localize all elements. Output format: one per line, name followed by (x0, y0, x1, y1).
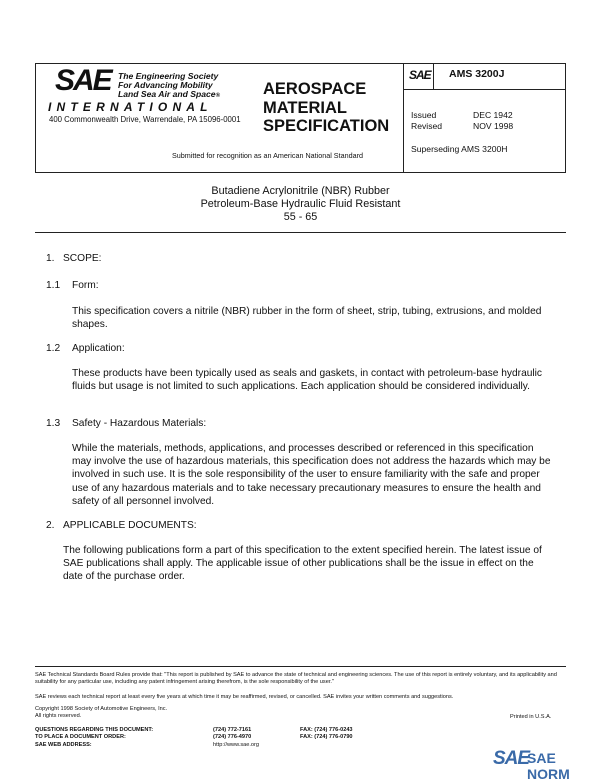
section-1-1-number: 1.1 (46, 280, 61, 291)
title-hardness: 55 - 65 (283, 211, 318, 223)
section-2-body: The following publications form a part of this specification to the extent specified herein. The latest issue of SAE publications shall apply. The applicable issue of other publications shall be the issue in effect on the date of the purchase order. (63, 545, 542, 583)
international-label: INTERNATIONAL (48, 100, 213, 114)
sae-small-logo: SAE (409, 68, 431, 82)
title-resistance: Petroleum-Base Hydraulic Fluid Resistant (200, 198, 401, 210)
issue-info (411, 110, 513, 132)
society-line-1: The Engineering Society (118, 71, 219, 81)
questions-fax: FAX: (724) 776-0243 (300, 727, 353, 733)
section-1-2-body: These products have been typically used as seals and gaskets, in contact with petroleum-base hydraulic fluids but usage is not limited to such applications. Each application should be considered individually. (72, 368, 543, 393)
section-1-number: 1. (46, 253, 55, 264)
questions-label: QUESTIONS REGARDING THIS DOCUMENT: (35, 727, 154, 733)
society-text (118, 72, 220, 101)
footer-rule (35, 666, 566, 667)
issued-date: DEC 1942 (473, 110, 513, 120)
document-number: AMS 3200J (449, 68, 505, 80)
issued-label: Issued (411, 110, 437, 120)
section-1-heading (46, 253, 102, 264)
header-rule (403, 89, 566, 90)
society-line-3: Land Sea Air and Space (118, 89, 216, 99)
title-rule (35, 232, 566, 233)
section-2-number: 2. (46, 520, 55, 531)
title-line-3: SPECIFICATION (263, 117, 390, 135)
questions-phone: (724) 772-7161 (213, 727, 252, 733)
superseding-note: Superseding AMS 3200H (411, 144, 508, 154)
footer-copyright (35, 706, 167, 721)
section-1-1-heading (46, 280, 99, 291)
registered-mark: ® (215, 93, 221, 99)
society-line-2: For Advancing Mobility (118, 80, 213, 90)
footer-contacts (35, 727, 566, 749)
footer-review: SAE reviews each technical report at least every five years at which time it may be reaffirmed, revised, or cancelled. SAE invites your written comments and suggestions. (35, 694, 454, 700)
revised-date: NOV 1998 (473, 121, 514, 131)
section-1-1-body: This specification covers a nitrile (NBR) rubber in the form of sheet, strip, tubing, extrusions, and molded shapes. (72, 306, 542, 331)
document-title (35, 185, 566, 224)
header-divider (403, 64, 404, 172)
section-1-title: SCOPE: (63, 253, 102, 264)
section-1-1-title: Form: (72, 280, 99, 291)
section-1-3-title: Safety - Hazardous Materials: (72, 418, 207, 429)
order-fax: FAX: (724) 776-0790 (300, 734, 353, 741)
sae-logo: SAE (55, 64, 111, 97)
section-1-3-number: 1.3 (46, 418, 61, 429)
section-2-title: APPLICABLE DOCUMENTS: (63, 520, 197, 531)
order-phone: (724) 776-4970 (213, 734, 252, 741)
copyright-line-2: All rights reserved. (35, 713, 82, 720)
submitted-note: Submitted for recognition as an American National Standard (172, 151, 363, 160)
document-type-title (263, 80, 389, 136)
title-line-1: AEROSPACE (263, 80, 367, 98)
section-1-3-body: While the materials, methods, applications, and processes described or referenced in this specification may involve the use of hazardous materials, this specification does not address the hazards which may be involved in such use. It is the sole responsibility of the user to ensure familiarity with the safe and proper use of any hazardous materials and to take necessary precautionary measures to ensure the health and safety of all personnel involved. (72, 443, 551, 507)
title-line-2: MATERIAL (263, 98, 348, 117)
web-url[interactable]: http://www.sae.org (213, 741, 260, 748)
title-material: Butadiene Acrylonitrile (NBR) Rubber (211, 185, 390, 197)
footer-policy: SAE Technical Standards Board Rules provide that: "This report is published by SAE to advance the state of technical and engineering sciences. The use of this report is entirely voluntary, and its applicability and suitability for any particular use, including any patent infringement arising therefrom, is the sole responsibility of the user." (35, 672, 557, 686)
section-1-2-title: Application: (72, 343, 125, 354)
revised-label: Revised (411, 121, 443, 131)
printed-note: Printed in U.S.A. (510, 714, 552, 720)
section-1-2-number: 1.2 (46, 343, 61, 354)
order-label: TO PLACE A DOCUMENT ORDER: (35, 734, 126, 741)
address: 400 Commonwealth Drive, Warrendale, PA 15096-0001 (49, 115, 241, 124)
sae-norm-watermark-logo: SAE (493, 748, 530, 769)
header-divider-small (433, 64, 434, 89)
section-2-heading (46, 520, 197, 531)
section-1-2-heading (46, 343, 125, 354)
copyright-line-1: Copyright 1998 Society of Automotive Engineers, Inc. (35, 706, 168, 712)
section-1-3-heading (46, 418, 206, 429)
web-label: SAE WEB ADDRESS: (35, 741, 92, 748)
sae-norm-watermark-text: SAE NORM (527, 750, 570, 782)
